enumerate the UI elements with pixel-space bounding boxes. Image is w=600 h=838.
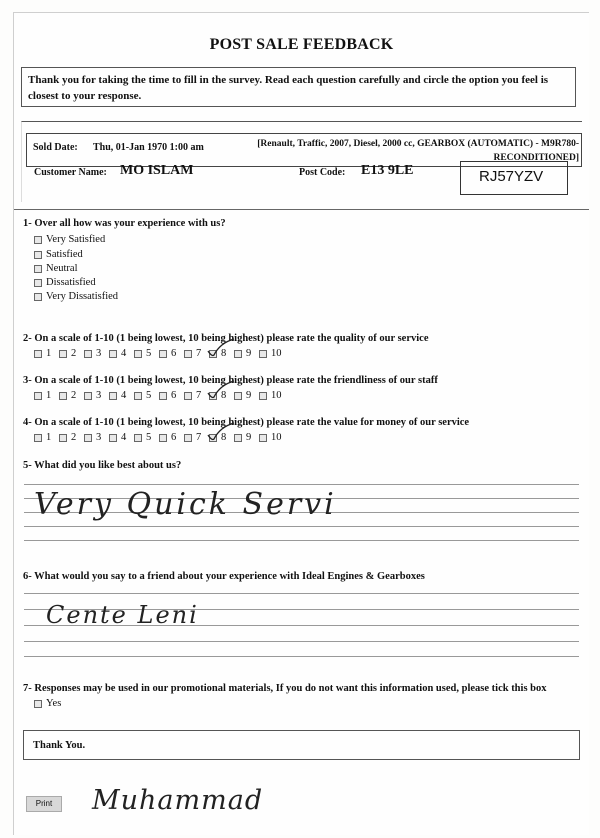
customer-name-label: Customer Name: [34,167,107,178]
scale-label: 7 [196,390,202,401]
scale-option[interactable] [84,390,109,401]
checkbox-icon[interactable] [209,392,217,400]
checkbox-icon[interactable] [34,279,42,287]
scale-label: 10 [271,348,282,359]
post-code-value: E13 9LE [361,163,414,178]
scale-label: 10 [271,432,282,443]
scale-label: 4 [121,348,127,359]
scale-label: 5 [146,348,152,359]
scale-label: 1 [46,348,52,359]
form-title: POST SALE FEEDBACK [209,36,394,53]
scale-label: 6 [171,432,177,443]
scale-option[interactable] [159,432,184,443]
scale-option[interactable] [109,348,134,359]
scale-label: 6 [171,348,177,359]
answer-line [24,641,579,642]
scale-label: 8 [221,348,227,359]
scale-option[interactable] [84,348,109,359]
q5-handwritten-answer: Very Quick Servi [34,487,337,522]
checkbox-icon[interactable] [59,434,67,442]
checkbox-icon[interactable] [159,434,167,442]
checkbox-icon[interactable] [84,392,92,400]
scale-label: 8 [221,390,227,401]
checkbox-icon[interactable] [34,293,42,301]
question-6: 6- What would you say to a friend about your experience with Ideal Engines & Gearboxes [23,571,425,582]
checkbox-icon[interactable] [84,350,92,358]
question-2: 2- On a scale of 1-10 (1 being lowest, 10 being highest) please rate the quality of our service [23,333,429,344]
scale-option[interactable] [109,390,134,401]
answer-line [24,526,579,527]
question-7: 7- Responses may be used in our promotional materials, If you do not want this information used, please tick this box [23,683,547,694]
scale-option[interactable] [84,432,109,443]
checkbox-icon[interactable] [109,392,117,400]
scale-option[interactable] [59,432,84,443]
q1-option[interactable]: Dissatisfied [34,277,96,288]
scale-label: 5 [146,432,152,443]
scale-option[interactable] [109,432,134,443]
tick-mark-icon [206,421,236,443]
answer-line [24,593,579,594]
sold-date-value: Thu, 01-Jan 1970 1:00 am [93,142,204,153]
checkbox-icon[interactable] [34,392,42,400]
checkbox-icon[interactable] [34,350,42,358]
checkbox-icon[interactable] [109,350,117,358]
checkbox-icon[interactable] [34,236,42,244]
q7-option[interactable]: Yes [34,698,61,709]
scale-label: 8 [221,432,227,443]
scale-option[interactable] [259,390,284,401]
signature: Muhammad [92,785,264,816]
scale-label: 1 [46,432,52,443]
intro-box: Thank you for taking the time to fill in the survey. Read each question carefully and circle the option you feel is closest to your response. [21,67,576,107]
scale-option[interactable] [234,432,259,443]
customer-name-value: MO ISLAM [120,163,194,178]
scale-label: 7 [196,432,202,443]
scale-label: 2 [71,432,77,443]
question-3: 3- On a scale of 1-10 (1 being lowest, 10 being highest) please rate the friendliness of our staff [23,375,438,386]
scale-label: 4 [121,432,127,443]
question-1: 1- Over all how was your experience with us? [23,218,226,229]
q3-scale [34,390,284,401]
checkbox-icon[interactable] [234,392,242,400]
scale-label: 3 [96,432,102,443]
scale-option[interactable] [159,390,184,401]
q1-option[interactable]: Very Satisfied [34,234,105,245]
scale-label: 10 [271,390,282,401]
scale-option[interactable] [34,390,59,401]
checkbox-icon[interactable] [259,392,267,400]
scale-label: 7 [196,348,202,359]
scale-option[interactable] [134,390,159,401]
checkbox-icon[interactable] [134,392,142,400]
scale-option[interactable] [134,432,159,443]
print-button[interactable]: Print [26,796,62,812]
checkbox-icon[interactable] [259,350,267,358]
answer-line [24,484,579,485]
checkbox-icon[interactable] [259,434,267,442]
checkbox-icon[interactable] [34,251,42,259]
feedback-form [13,12,589,835]
scale-option[interactable] [34,432,59,443]
checkbox-icon[interactable] [159,350,167,358]
thank-you-box: Thank You. [23,730,580,760]
q1-option[interactable]: Satisfied [34,249,83,260]
checkbox-icon[interactable] [184,350,192,358]
checkbox-icon[interactable] [134,434,142,442]
scale-label: 9 [246,432,252,443]
q2-scale [34,348,284,359]
scale-label: 1 [46,390,52,401]
scale-label: 9 [246,390,252,401]
registration-box: RJ57YZV [460,161,568,195]
scale-option[interactable] [159,348,184,359]
post-code-label: Post Code: [299,167,346,178]
scale-label: 4 [121,390,127,401]
scale-label: 5 [146,390,152,401]
checkbox-icon[interactable] [159,392,167,400]
q4-scale [34,432,284,443]
scale-option[interactable] [234,390,259,401]
q6-handwritten-answer: Cente Leni [46,601,199,629]
scale-option[interactable] [209,390,234,401]
scale-label: 2 [71,348,77,359]
checkbox-icon[interactable] [184,434,192,442]
scale-option[interactable] [259,432,284,443]
checkbox-icon[interactable] [184,392,192,400]
scale-option[interactable] [234,348,259,359]
checkbox-icon[interactable] [109,434,117,442]
checkbox-icon[interactable] [34,265,42,273]
scale-option[interactable] [134,348,159,359]
checkbox-icon[interactable] [34,434,42,442]
question-5: 5- What did you like best about us? [23,460,182,471]
scale-label: 9 [246,348,252,359]
question-4: 4- On a scale of 1-10 (1 being lowest, 10 being highest) please rate the value for money of our service [23,417,470,428]
checkbox-icon[interactable] [84,434,92,442]
scale-label: 3 [96,390,102,401]
checkbox-icon[interactable] [209,434,217,442]
checkbox-icon[interactable] [209,350,217,358]
scale-option[interactable] [209,432,234,443]
tick-mark-icon [206,379,236,401]
scale-option[interactable] [59,390,84,401]
checkbox-icon[interactable] [234,434,242,442]
scale-option[interactable] [209,348,234,359]
checkbox-icon[interactable] [34,700,42,708]
answer-line [24,540,579,541]
checkbox-icon[interactable] [59,350,67,358]
scale-option[interactable] [259,348,284,359]
q1-option[interactable]: Neutral [34,263,78,274]
answer-line [24,656,579,657]
scale-label: 3 [96,348,102,359]
checkbox-icon[interactable] [59,392,67,400]
divider [14,209,589,210]
checkbox-icon[interactable] [234,350,242,358]
scale-option[interactable] [59,348,84,359]
scale-label: 2 [71,390,77,401]
q1-option[interactable]: Very Dissatisfied [34,291,118,302]
vehicle-description: [Renault, Traffic, 2007, Diesel, 2000 cc, GEARBOX (AUTOMATIC) - M9R780-RECONDITIONED] [257,139,579,163]
sold-date-label: Sold Date: [33,142,78,153]
checkbox-icon[interactable] [134,350,142,358]
scale-option[interactable] [34,348,59,359]
scale-label: 6 [171,390,177,401]
tick-mark-icon [206,337,236,359]
